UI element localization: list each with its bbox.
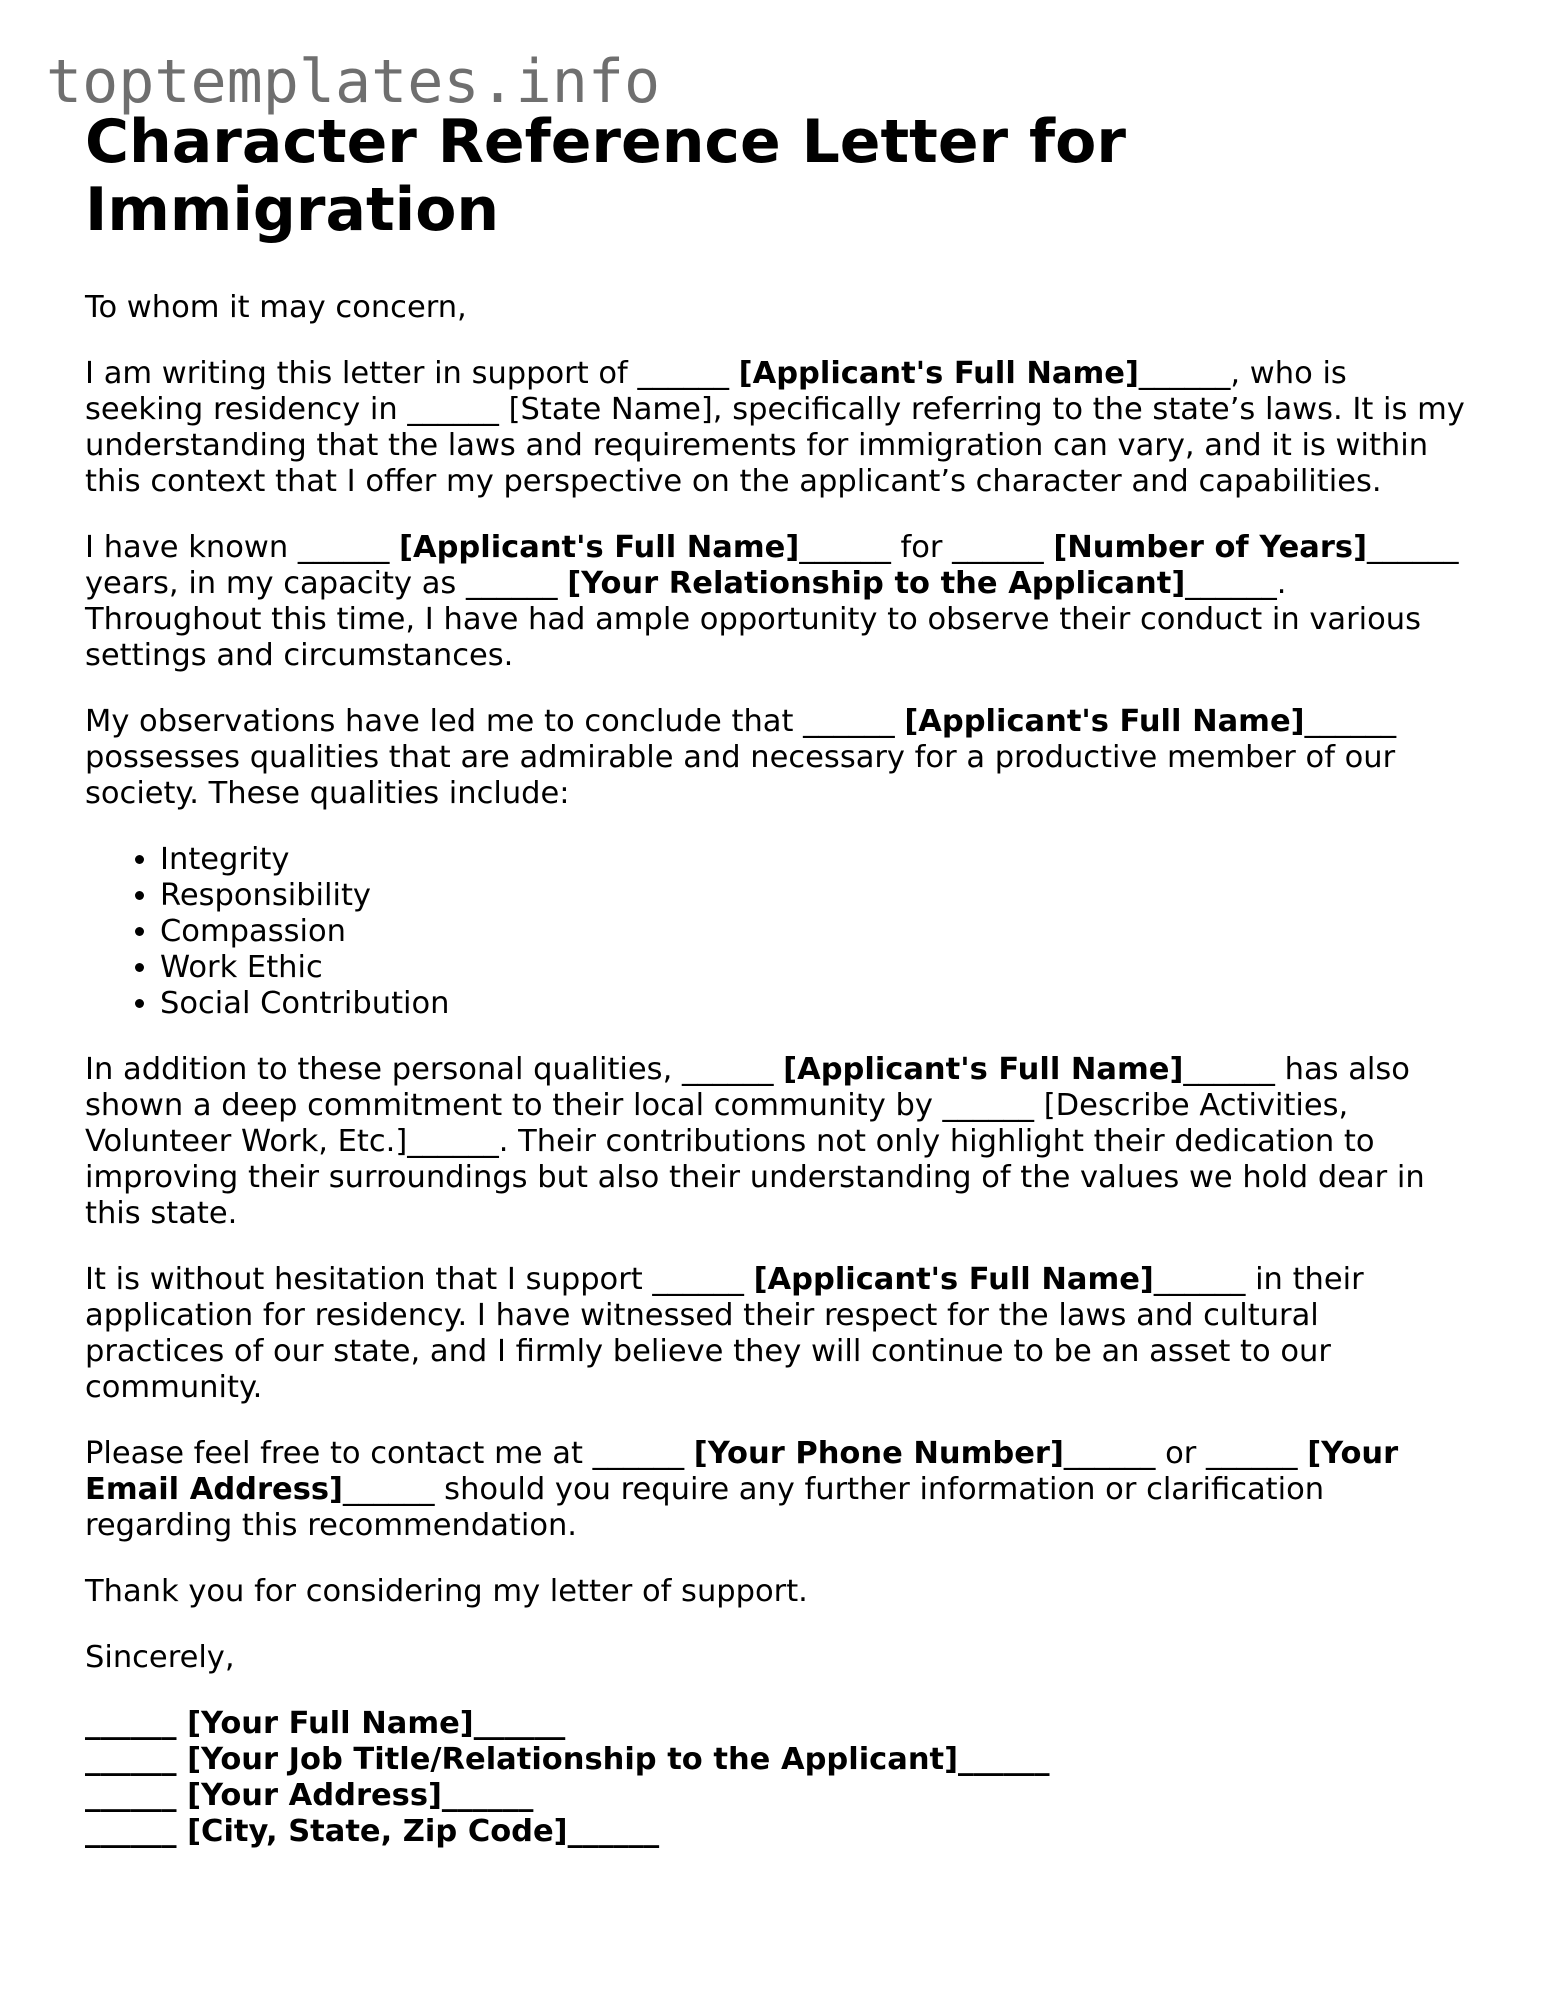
letter-title: Character Reference Letter for Immigration: [85, 107, 1126, 245]
text: Please feel free to contact me at ______: [85, 1436, 694, 1471]
signature-block: [85, 1706, 1465, 1850]
text: ______ or ______: [1063, 1436, 1308, 1471]
signature-full-name: ______ [Your Full Name]______: [85, 1706, 566, 1741]
text: I have known ______: [85, 530, 400, 565]
watermark-text: toptemplates.info: [46, 47, 661, 117]
signature-address: ______ [Your Address]______: [85, 1778, 534, 1813]
placeholder-phone-number: [Your Phone Number]: [693, 1436, 1064, 1471]
qualities-list: [85, 842, 1465, 1022]
placeholder-applicant-name: [Applicant's Full Name]: [904, 704, 1305, 739]
signature-city-state-zip: ______ [City, State, Zip Code]______: [85, 1814, 660, 1849]
placeholder-number-of-years: [Number of Years]: [1053, 530, 1368, 565]
text: ______ for ______: [799, 530, 1054, 565]
list-item: • Compassion: [160, 914, 1465, 950]
text: ______, who is seeking residency in ______ [State Name], specifically referring to the state’s laws. It is my understanding that the laws and requirements for immigration can vary, and it is within this context that I offer my perspective on the applicant’s character and capabilities.: [85, 356, 1465, 499]
text: In addition to these personal qualities, ______: [85, 1052, 784, 1087]
text: ______ should you require any further information or clarification regarding this recommendation.: [85, 1472, 1325, 1543]
paragraph-community: [85, 1052, 1465, 1232]
list-item: • Integrity: [160, 842, 1465, 878]
text: ______ in their application for residency. I have witnessed their respect for the laws and cultural practices of our state, and I firmly believe they will continue to be an asset to our community.: [85, 1262, 1364, 1405]
paragraph-support-statement: [85, 1262, 1465, 1406]
placeholder-relationship: [Your Relationship to the Applicant]: [567, 566, 1186, 601]
placeholder-email-address: [Your Email Address]: [85, 1436, 1399, 1507]
paragraph-thanks: Thank you for considering my letter of support.: [85, 1574, 808, 1609]
placeholder-applicant-name: [Applicant's Full Name]: [753, 1262, 1154, 1297]
signature-job-title: ______ [Your Job Title/Relationship to the Applicant]______: [85, 1742, 1050, 1777]
list-item: • Work Ethic: [160, 950, 1465, 986]
text: My observations have led me to conclude that ______: [85, 704, 905, 739]
text: ______ has also shown a deep commitment to their local community by ______ [Describe Activities, Volunteer Work, Etc.]______. Their contributions not only highlight their dedication to improving their surroundings but also their understanding of the values we hold dear in this state.: [85, 1052, 1425, 1231]
salutation: To whom it may concern,: [85, 290, 467, 325]
paragraph-support: [85, 356, 1465, 500]
text: I am writing this letter in support of ______: [85, 356, 739, 391]
placeholder-applicant-name: [Applicant's Full Name]: [738, 356, 1139, 391]
paragraph-observations: [85, 704, 1465, 812]
paragraph-contact: [85, 1436, 1465, 1544]
text: ______ years, in my capacity as ______: [85, 530, 1459, 601]
closing: Sincerely,: [85, 1640, 235, 1675]
placeholder-applicant-name: [Applicant's Full Name]: [783, 1052, 1184, 1087]
paragraph-known: [85, 530, 1465, 674]
letter-body: [85, 108, 1465, 1850]
list-item: • Social Contribution: [160, 986, 1465, 1022]
text: It is without hesitation that I support ______: [85, 1262, 754, 1297]
text: ______. Throughout this time, I have had ample opportunity to observe their conduct in various settings and circumstances.: [85, 566, 1421, 673]
placeholder-applicant-name: [Applicant's Full Name]: [399, 530, 800, 565]
text: ______ possesses qualities that are admirable and necessary for a productive member of our society. These qualities include:: [85, 704, 1397, 811]
list-item: • Responsibility: [160, 878, 1465, 914]
